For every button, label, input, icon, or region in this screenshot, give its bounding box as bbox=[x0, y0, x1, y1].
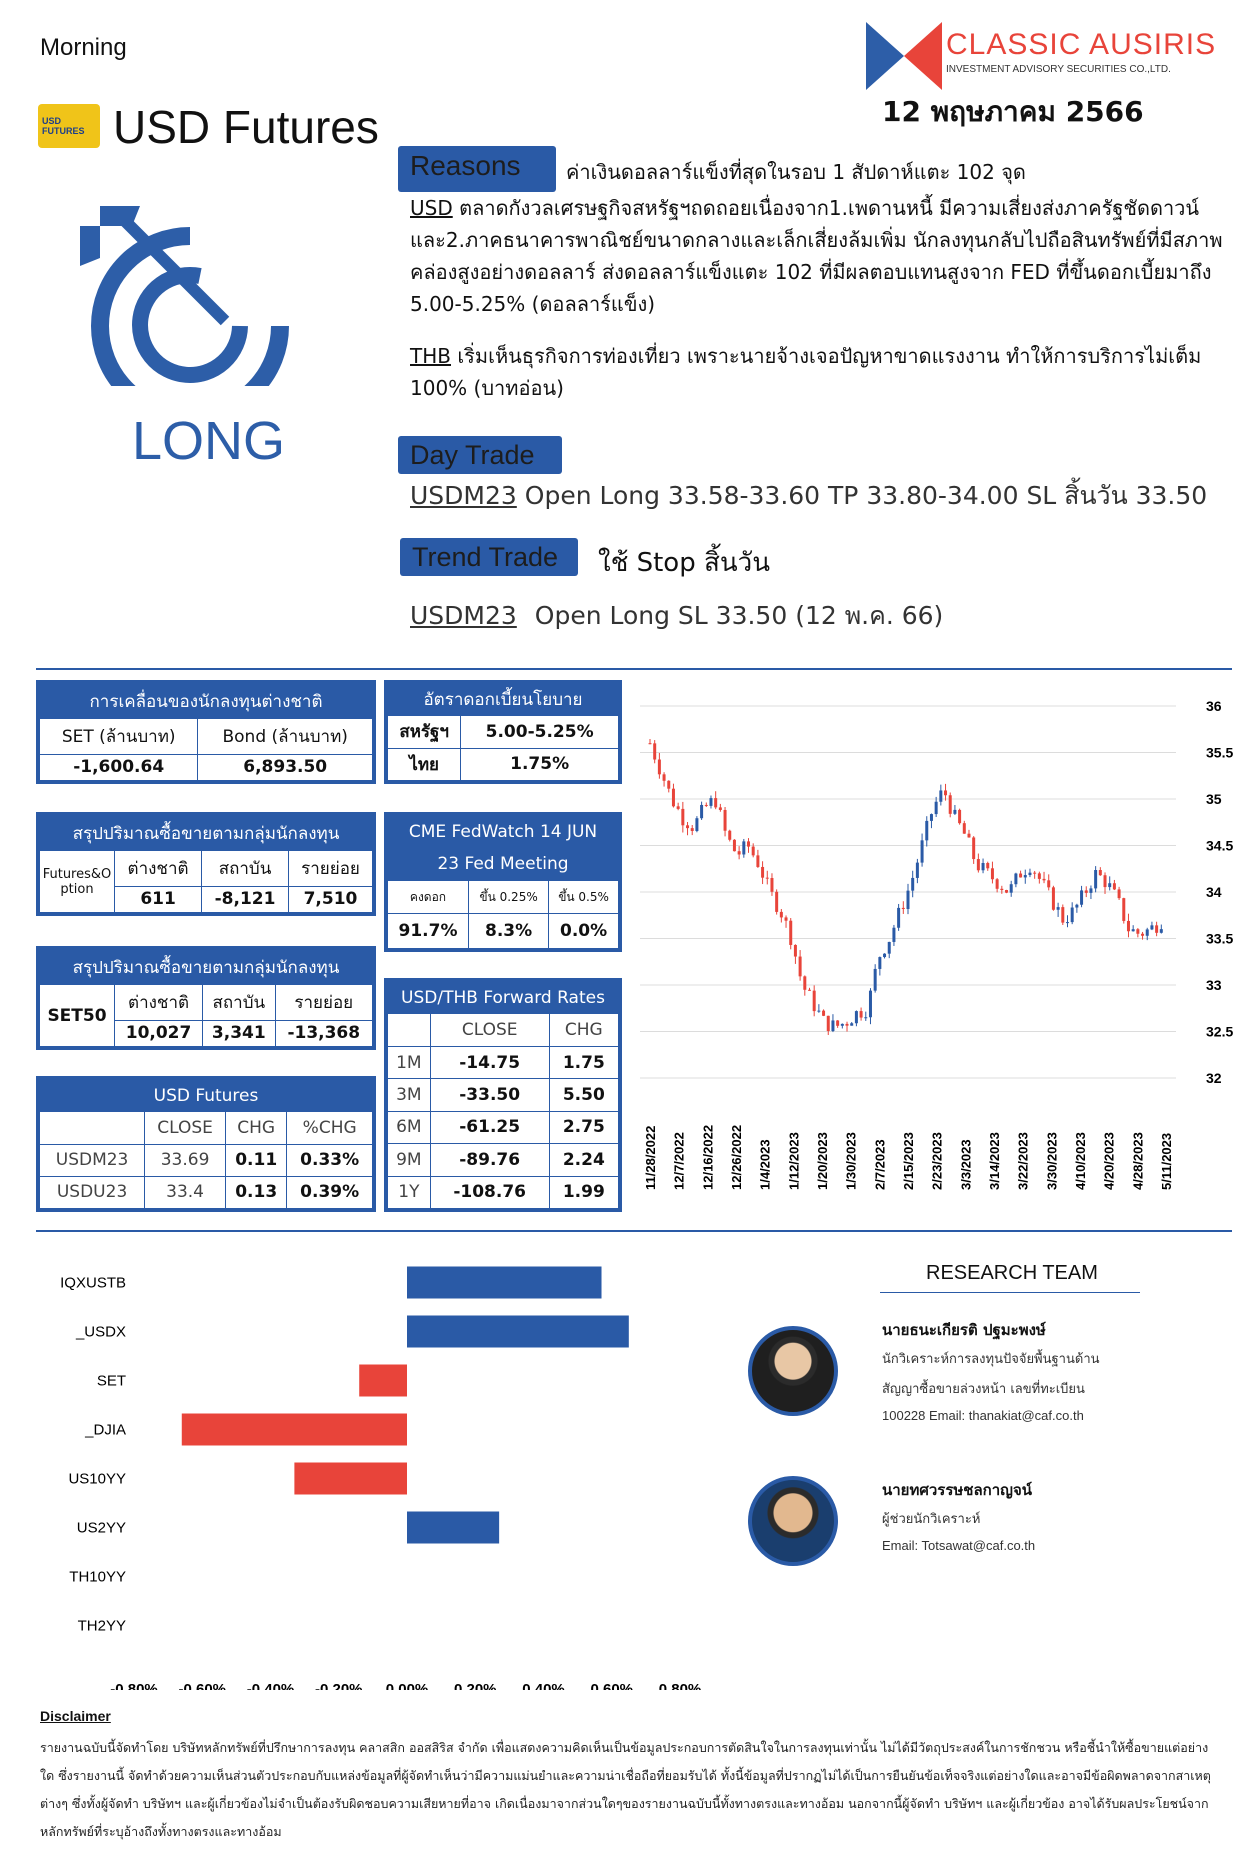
candle-body bbox=[1127, 921, 1130, 931]
forward-rate-chg: 2.75 bbox=[549, 1111, 618, 1143]
bar bbox=[359, 1365, 407, 1397]
forward-rate-chg: 5.50 bbox=[549, 1079, 618, 1111]
x-tick-label: -0.60% bbox=[178, 1681, 227, 1690]
forward-rates-title: USD/THB Forward Rates bbox=[388, 982, 619, 1014]
candle-body bbox=[1113, 883, 1116, 889]
candle-body bbox=[1155, 925, 1158, 932]
set50-summary-col-retail: รายย่อย bbox=[275, 985, 372, 1020]
disclaimer-title bbox=[40, 1708, 111, 1724]
candle-body bbox=[700, 805, 703, 818]
y-tick-label: 34.5 bbox=[1206, 837, 1234, 854]
candle-body bbox=[1132, 929, 1135, 931]
bar-category-label: US2YY bbox=[76, 1519, 126, 1537]
candle-body bbox=[766, 878, 769, 879]
fedwatch-col-50: ขึ้น 0.5% bbox=[549, 881, 619, 914]
bar-category-label: IQXUSTB bbox=[60, 1274, 126, 1292]
bar-category-label: TH10YY bbox=[69, 1568, 126, 1586]
usd-futures-col-close: CLOSE bbox=[145, 1112, 226, 1144]
foreign-flow-bond-value: 6,893.50 bbox=[198, 754, 373, 780]
reasons-tag bbox=[398, 146, 556, 192]
x-tick-label: 0.40% bbox=[522, 1681, 565, 1690]
bar-category-label: SET bbox=[96, 1372, 126, 1390]
candle-body bbox=[761, 867, 764, 878]
candle-body bbox=[967, 834, 970, 838]
policy-rate-us-value: 5.00-5.25% bbox=[461, 716, 619, 748]
x-tick-label: -0.20% bbox=[314, 1681, 363, 1690]
trend-trade-tag-label: Trend Trade bbox=[412, 542, 559, 572]
candle-body bbox=[822, 1011, 825, 1016]
candle-body bbox=[728, 831, 731, 840]
bar bbox=[182, 1414, 407, 1446]
thb-reason bbox=[410, 340, 1255, 404]
day-trade-tag bbox=[398, 436, 562, 474]
candle-body bbox=[1085, 890, 1088, 892]
forward-rate-close: -61.25 bbox=[430, 1111, 549, 1143]
x-tick-label: 1/20/2023 bbox=[815, 1132, 830, 1190]
candle-body bbox=[799, 957, 802, 977]
set50-summary-title: สรุปปริมาณซื้อขายตามกลุ่มนักลงทุน bbox=[40, 950, 373, 985]
fedwatch-title-line2: 23 Fed Meeting bbox=[437, 854, 569, 874]
reasons-headline: ค่าเงินดอลลาร์แข็งที่สุดในรอบ 1 สัปดาห์แตะ 102 จุด bbox=[566, 160, 1026, 184]
x-tick-label: 5/11/2023 bbox=[1159, 1132, 1174, 1190]
fedwatch-title bbox=[388, 816, 619, 881]
x-tick-label: 4/20/2023 bbox=[1101, 1132, 1117, 1190]
futures-summary-row-label: Futures&Option bbox=[40, 851, 115, 913]
research-team-underline bbox=[880, 1292, 1140, 1293]
candle-body bbox=[653, 743, 656, 759]
candle-body bbox=[1104, 875, 1107, 887]
candle-body bbox=[794, 945, 797, 957]
candle-body bbox=[958, 810, 961, 823]
forward-rates-table bbox=[384, 978, 622, 1212]
fedwatch-hold-value: 91.7% bbox=[388, 914, 469, 949]
bar-category-label: TH2YY bbox=[77, 1617, 126, 1635]
x-tick-label: -0.80% bbox=[110, 1681, 158, 1690]
x-tick-label: 12/7/2022 bbox=[671, 1132, 687, 1190]
candle-body bbox=[1047, 880, 1050, 887]
candle-body bbox=[860, 1011, 863, 1017]
foreign-flow-table bbox=[36, 680, 376, 784]
y-tick-label: 32.5 bbox=[1206, 1023, 1234, 1040]
y-tick-label: 32 bbox=[1206, 1070, 1222, 1086]
candle-body bbox=[869, 991, 872, 1018]
candle-body bbox=[972, 837, 975, 859]
usd-futures-pchg: 0.39% bbox=[287, 1176, 373, 1208]
foreign-flow-title: การเคลื่อนของนักลงทุนต่างชาติ bbox=[40, 684, 373, 719]
fedwatch-table bbox=[384, 812, 622, 952]
policy-rate-title: อัตราดอกเบี้ยนโยบาย bbox=[388, 684, 619, 716]
x-tick-label: 0.60% bbox=[590, 1681, 634, 1690]
member-name: นายทศวรรษชลกาญจน์ bbox=[882, 1481, 1032, 1499]
y-tick-label: 35.5 bbox=[1206, 744, 1234, 761]
candle-body bbox=[1057, 907, 1060, 910]
y-tick-label: 33 bbox=[1206, 977, 1222, 993]
usd-futures-col-pchg: %CHG bbox=[287, 1112, 373, 1144]
bar bbox=[294, 1463, 407, 1495]
candle-body bbox=[874, 969, 877, 991]
candle-body bbox=[709, 798, 712, 806]
candle-body bbox=[1038, 873, 1041, 879]
candle-body bbox=[663, 774, 666, 780]
reasons-tag-label: Reasons bbox=[410, 150, 521, 181]
divider-middle bbox=[36, 1230, 1232, 1232]
candle-body bbox=[733, 840, 736, 851]
member-name: นายธนะเกียรติ ปฐมะพงษ์ bbox=[882, 1321, 1046, 1339]
forward-rate-chg: 2.24 bbox=[549, 1144, 618, 1176]
thb-reason-label: THB bbox=[410, 344, 451, 368]
trend-trade-note: ใช้ Stop สิ้นวัน bbox=[598, 548, 770, 578]
market-change-chart bbox=[20, 1250, 740, 1690]
candle-body bbox=[714, 798, 717, 807]
usd-futures-logo bbox=[38, 104, 100, 148]
bar-category-label: US10YY bbox=[68, 1470, 126, 1488]
candle-body bbox=[695, 818, 698, 831]
divider-top bbox=[36, 668, 1232, 670]
candle-body bbox=[1146, 929, 1149, 935]
candle-body bbox=[752, 847, 755, 856]
bar bbox=[407, 1316, 629, 1348]
usdthb-candle-plot bbox=[636, 678, 1236, 1218]
bar bbox=[407, 1512, 499, 1544]
candle-body bbox=[949, 795, 952, 814]
candle-body bbox=[846, 1024, 849, 1026]
set50-summary-foreign-value: 10,027 bbox=[115, 1020, 203, 1046]
fedwatch-25-value: 8.3% bbox=[469, 914, 549, 949]
foreign-flow-col-bond: Bond (ล้านบาท) bbox=[198, 719, 373, 754]
futures-summary-institution-value: -8,121 bbox=[202, 886, 289, 912]
forward-rate-close: -33.50 bbox=[430, 1079, 549, 1111]
candle-body bbox=[1019, 874, 1022, 878]
candle-body bbox=[686, 825, 689, 828]
policy-rate-th-value: 1.75% bbox=[461, 748, 619, 780]
candle-body bbox=[836, 1020, 839, 1025]
session-label: Morning bbox=[40, 34, 127, 61]
candle-body bbox=[944, 790, 947, 795]
candle-body bbox=[1108, 883, 1111, 887]
candle-body bbox=[911, 878, 914, 891]
set50-summary-table bbox=[36, 946, 376, 1050]
forward-rate-tenor: 3M bbox=[388, 1079, 431, 1111]
candle-body bbox=[1160, 929, 1163, 933]
usd-futures-symbol: USDU23 bbox=[40, 1176, 145, 1208]
x-tick-label: 2/7/2023 bbox=[872, 1139, 888, 1190]
candle-body bbox=[902, 908, 905, 909]
candle-body bbox=[789, 921, 792, 945]
x-tick-label: 12/16/2022 bbox=[700, 1124, 716, 1190]
candle-body bbox=[982, 863, 985, 870]
candle-body bbox=[1089, 888, 1092, 892]
market-change-plot bbox=[20, 1250, 740, 1690]
policy-rate-th-label: ไทย bbox=[388, 748, 461, 780]
forward-rate-tenor: 6M bbox=[388, 1111, 431, 1143]
x-tick-label: 12/26/2022 bbox=[729, 1124, 744, 1190]
futures-summary-title: สรุปปริมาณซื้อขายตามกลุ่มนักลงทุน bbox=[40, 816, 373, 851]
x-tick-label: -0.40% bbox=[246, 1681, 295, 1690]
candle-body bbox=[1136, 929, 1139, 934]
day-trade-symbol: USDM23 bbox=[410, 481, 517, 510]
forward-rate-close: -108.76 bbox=[430, 1176, 549, 1208]
candle-body bbox=[742, 841, 745, 854]
usd-futures-table bbox=[36, 1076, 376, 1212]
candle-body bbox=[672, 789, 675, 807]
candle-body bbox=[953, 810, 956, 814]
signal-label: LONG bbox=[132, 411, 286, 471]
x-tick-label: 2/15/2023 bbox=[901, 1132, 916, 1190]
candle-body bbox=[841, 1024, 844, 1026]
usd-futures-pchg: 0.33% bbox=[287, 1144, 373, 1176]
x-tick-label: 3/30/2023 bbox=[1044, 1132, 1060, 1190]
trend-trade-line bbox=[410, 596, 943, 636]
policy-rate-us-label: สหรัฐฯ bbox=[388, 716, 461, 748]
candle-body bbox=[691, 828, 694, 831]
candle-body bbox=[667, 781, 670, 789]
usd-futures-chg: 0.13 bbox=[226, 1176, 287, 1208]
candle-body bbox=[831, 1020, 834, 1031]
logo-text: USD FUTURES bbox=[42, 116, 85, 136]
fedwatch-50-value: 0.0% bbox=[549, 914, 619, 949]
set50-summary-col-foreign: ต่างชาติ bbox=[115, 985, 203, 1020]
set50-summary-row-label: SET50 bbox=[40, 985, 115, 1047]
thb-reason-text: เริ่มเห็นธุรกิจการท่องเที่ยว เพราะนายจ้างเจอปัญหาขาดแรงงาน ทำให้การบริการไม่เต็ม 100% (บาทอ่อน) bbox=[410, 344, 1202, 400]
usd-futures-symbol: USDM23 bbox=[40, 1144, 145, 1176]
candle-body bbox=[939, 790, 942, 801]
futures-summary-col-institution: สถาบัน bbox=[202, 851, 289, 886]
forward-rate-close: -14.75 bbox=[430, 1046, 549, 1078]
candle-body bbox=[991, 868, 994, 879]
candle-body bbox=[878, 957, 881, 969]
candle-body bbox=[775, 892, 778, 912]
day-trade-text: Open Long 33.58-33.60 TP 33.80-34.00 SL สิ้นวัน 33.50 bbox=[524, 481, 1208, 510]
candle-body bbox=[935, 802, 938, 814]
candle-body bbox=[747, 841, 750, 846]
x-tick-label: 0.80% bbox=[658, 1681, 702, 1690]
x-tick-label: 1/30/2023 bbox=[843, 1132, 859, 1190]
candle-body bbox=[921, 840, 924, 862]
candle-body bbox=[1150, 925, 1153, 929]
forward-rates-col-chg: CHG bbox=[549, 1014, 618, 1046]
futures-summary-foreign-value: 611 bbox=[115, 886, 202, 912]
product-title: USD Futures bbox=[113, 101, 379, 153]
candle-body bbox=[1010, 884, 1013, 893]
trend-trade-tag bbox=[400, 538, 578, 576]
member-line: ผู้ช่วยนักวิเคราะห์ bbox=[882, 1512, 981, 1527]
candle-body bbox=[963, 823, 966, 834]
set50-summary-institution-value: 3,341 bbox=[203, 1020, 275, 1046]
disclaimer-title-text: Disclaimer bbox=[40, 1708, 111, 1724]
candle-body bbox=[1052, 887, 1055, 909]
member-line: 100228 Email: thanakiat@caf.co.th bbox=[882, 1408, 1084, 1423]
candle-body bbox=[649, 743, 652, 744]
candle-body bbox=[1014, 874, 1017, 885]
x-tick-label: 3/14/2023 bbox=[987, 1132, 1002, 1190]
candle-body bbox=[724, 810, 727, 831]
futures-summary-col-foreign: ต่างชาติ bbox=[115, 851, 202, 886]
candle-body bbox=[925, 821, 928, 840]
forward-rates-blank bbox=[388, 1014, 431, 1046]
foreign-flow-set-value: -1,600.64 bbox=[40, 754, 198, 780]
fedwatch-title-line1: CME FedWatch 14 JUN bbox=[408, 822, 598, 842]
candle-body bbox=[996, 879, 999, 889]
x-tick-label: 4/28/2023 bbox=[1130, 1132, 1146, 1190]
candle-body bbox=[1043, 879, 1046, 880]
day-trade-tag-label: Day Trade bbox=[410, 440, 535, 470]
x-tick-label: 1/12/2023 bbox=[786, 1132, 802, 1190]
trend-trade-symbol: USDM23 bbox=[410, 601, 517, 630]
candle-body bbox=[1075, 905, 1078, 908]
candle-body bbox=[986, 863, 989, 868]
candle-body bbox=[1066, 922, 1069, 923]
candle-body bbox=[658, 760, 661, 775]
x-tick-label: 0.20% bbox=[453, 1681, 497, 1690]
usd-futures-table-title: USD Futures bbox=[40, 1080, 373, 1112]
usd-futures-blank bbox=[40, 1112, 145, 1144]
y-tick-label: 36 bbox=[1206, 698, 1222, 714]
candle-body bbox=[681, 809, 684, 825]
candle-body bbox=[817, 1011, 820, 1012]
candle-body bbox=[808, 990, 811, 991]
member-line: สัญญาซื้อขายล่วงหน้า เลขที่ทะเบียน bbox=[882, 1382, 1085, 1397]
x-tick-label: 3/3/2023 bbox=[958, 1139, 974, 1190]
candle-body bbox=[850, 1023, 853, 1025]
candle-body bbox=[785, 917, 788, 920]
usdthb-chart bbox=[636, 678, 1236, 1218]
futures-summary-table bbox=[36, 812, 376, 916]
candle-body bbox=[907, 891, 910, 909]
target-icon bbox=[80, 206, 320, 386]
candle-body bbox=[1080, 890, 1083, 904]
candle-body bbox=[916, 863, 919, 878]
usd-futures-close: 33.69 bbox=[145, 1144, 226, 1176]
company-logo-icon bbox=[866, 22, 942, 90]
candle-body bbox=[803, 976, 806, 989]
candle-body bbox=[1118, 889, 1121, 898]
usd-reason-text: ตลาดกังวลเศรษฐกิจสหรัฐฯถดถอยเนื่องจาก1.เพดานหนี้ มีความเสี่ยงส่งภาครัฐชัดดาวน์ และ2.ภาคธนาคารพาณิชย์ขนาดกลางและเล็กเสี่ยงล้มเพิ่ม นักลงทุนกลับไปถือสินทรัพย์ที่มีสภาพคล่องสูงอย่างดอลลาร์ ส่งดอลลาร์แข็งแตะ 102 ที่มีผลตอบแทนสูงจาก FED ที่ขึ้นดอกเบี้ยมาถึง 5.00-5.25% (ดอลลาร์แข็ง) bbox=[410, 196, 1223, 316]
candle-body bbox=[705, 805, 708, 806]
candle-body bbox=[897, 908, 900, 928]
x-tick-label: 1/4/2023 bbox=[757, 1139, 773, 1190]
x-tick-label: 11/28/2022 bbox=[643, 1125, 658, 1190]
candle-body bbox=[770, 878, 773, 892]
usd-reason-label: USD bbox=[410, 196, 453, 220]
candle-body bbox=[977, 859, 980, 870]
usd-reason bbox=[410, 192, 1255, 320]
company-name: CLASSIC AUSIRIS bbox=[946, 28, 1217, 61]
forward-rate-close: -89.76 bbox=[430, 1144, 549, 1176]
trend-trade-text: Open Long SL 33.50 (12 พ.ค. 66) bbox=[534, 601, 944, 630]
candle-body bbox=[813, 991, 816, 1011]
bar-category-label: _USDX bbox=[75, 1323, 126, 1341]
candle-body bbox=[892, 928, 895, 942]
company-subtitle: INVESTMENT ADVISORY SECURITIES CO.,LTD. bbox=[946, 64, 1171, 75]
candle-body bbox=[1122, 898, 1125, 921]
disclaimer-text: รายงานฉบับนี้จัดทำโดย บริษัทหลักทรัพย์ที่ปรึกษาการลงทุน คลาสสิก ออสสิริส จำกัด เพื่อแสดงความคิดเห็นเป็นข้อมูลประกอบการตัดสินใจในการลงทุนเท่านั้น ไม่ได้มีวัตถุประสงค์ในการชักชวน หรือชี้นำให้ซื้อขายแต่อย่างใด ซึ่งรายงานนี้ จัดทำด้วยความเห็นส่วนตัวประกอบกับแหล่งข้อมูลที่ผู้จัดทำเห็นว่ามีความแม่นยำและความน่าเชื่อถือที่ยอมรับได้ ทั้งนี้ข้อมูลที่ปรากฏไม่ได้เป็นการยืนยันข้อเท็จจริงแต่อย่างใดและอาจมีข้อผิดพลาดจากสาเหตุต่างๆ ซึ่งทั้งผู้จัดทำ บริษัทฯ และผู้เกี่ยวข้องไม่จำเป็นต้องรับผิดชอบความเสียหายที่อาจ เกิดเนื่องมาจากส่วนใดๆของรายงานฉบับนี้ทั้งทางตรงและทางอ้อม นอกจากนี้ผู้จัดทำ บริษัทฯ และผู้เกี่ยวข้อง อาจได้รับผลประโยชน์จากหลักทรัพย์ที่ระบุอ้างถึงทั้งทางตรงและทางอ้อม bbox=[40, 1740, 1211, 1839]
member-line: Email: Totsawat@caf.co.th bbox=[882, 1538, 1036, 1553]
forward-rate-tenor: 9M bbox=[388, 1144, 431, 1176]
candle-body bbox=[1005, 890, 1008, 893]
avatar bbox=[748, 1476, 838, 1566]
bar bbox=[407, 1267, 602, 1299]
candle-body bbox=[1033, 873, 1036, 874]
day-trade-line bbox=[410, 476, 1207, 516]
y-tick-label: 34 bbox=[1206, 884, 1222, 900]
y-tick-label: 33.5 bbox=[1206, 930, 1234, 947]
candle-body bbox=[756, 855, 759, 867]
avatar bbox=[748, 1326, 838, 1416]
candle-body bbox=[930, 814, 933, 821]
bar-category-label: _DJIA bbox=[85, 1421, 126, 1439]
candle-body bbox=[1028, 873, 1031, 875]
candle-body bbox=[888, 942, 891, 954]
set50-summary-retail-value: -13,368 bbox=[275, 1020, 372, 1046]
candle-body bbox=[738, 851, 741, 854]
x-tick-label: 3/22/2023 bbox=[1015, 1132, 1031, 1190]
candle-body bbox=[1141, 934, 1144, 936]
fedwatch-col-25: ขึ้น 0.25% bbox=[469, 881, 549, 914]
forward-rate-tenor: 1M bbox=[388, 1046, 431, 1078]
x-tick-label: 2/23/2023 bbox=[929, 1132, 945, 1190]
member-line: นักวิเคราะห์การลงทุนปัจจัยพื้นฐานด้าน bbox=[882, 1352, 1100, 1367]
usd-futures-chg: 0.11 bbox=[226, 1144, 287, 1176]
y-tick-label: 35 bbox=[1206, 791, 1222, 807]
forward-rate-chg: 1.99 bbox=[549, 1176, 618, 1208]
policy-rate-table bbox=[384, 680, 622, 784]
candle-body bbox=[677, 806, 680, 809]
candle-body bbox=[1000, 889, 1003, 890]
candle-body bbox=[780, 912, 783, 918]
x-tick-label: 4/10/2023 bbox=[1073, 1132, 1088, 1190]
fedwatch-col-hold: คงดอก bbox=[388, 881, 469, 914]
candle-body bbox=[1071, 908, 1074, 923]
usd-futures-col-chg: CHG bbox=[226, 1112, 287, 1144]
candle-body bbox=[827, 1016, 830, 1031]
futures-summary-col-retail: รายย่อย bbox=[288, 851, 372, 886]
candle-body bbox=[864, 1017, 867, 1018]
candle-body bbox=[719, 807, 722, 810]
candle-body bbox=[1024, 875, 1027, 877]
candle-body bbox=[1094, 870, 1097, 888]
candle-body bbox=[883, 954, 886, 957]
foreign-flow-col-set: SET (ล้านบาท) bbox=[40, 719, 198, 754]
futures-summary-retail-value: 7,510 bbox=[288, 886, 372, 912]
candle-body bbox=[1099, 870, 1102, 875]
forward-rate-tenor: 1Y bbox=[388, 1176, 431, 1208]
x-tick-label: 0.00% bbox=[385, 1681, 429, 1690]
forward-rates-col-close: CLOSE bbox=[430, 1014, 549, 1046]
candle-body bbox=[1061, 907, 1064, 923]
forward-rate-chg: 1.75 bbox=[549, 1046, 618, 1078]
set50-summary-col-institution: สถาบัน bbox=[203, 985, 275, 1020]
usd-futures-close: 33.4 bbox=[145, 1176, 226, 1208]
research-team-title: RESEARCH TEAM bbox=[926, 1262, 1098, 1284]
report-date: 12 พฤษภาคม 2566 bbox=[882, 95, 1144, 128]
candle-body bbox=[855, 1011, 858, 1023]
